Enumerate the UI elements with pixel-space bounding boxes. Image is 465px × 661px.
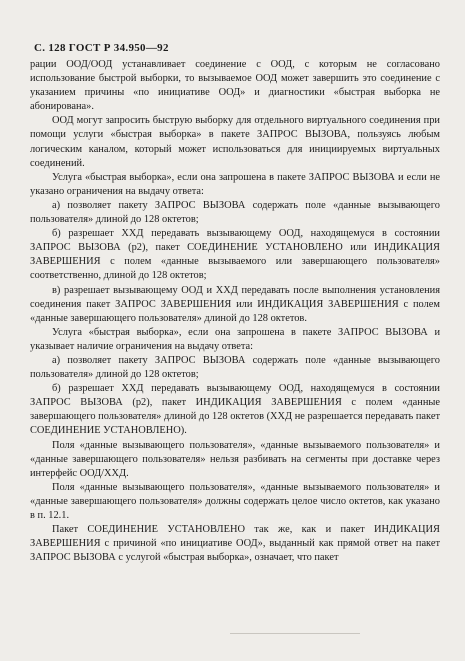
body-text [30,58,440,565]
paragraph: ООД могут запросить быструю выборку для отдельного виртуального соединения при помощи услуги «быстрая выборка» в пакете ЗАПРОС ВЫЗОВА, пользуясь любым логическим каналом, который может использоваться для инициируемых виртуальных соединений. [30,115,440,169]
paragraph: Услуга «быстрая выборка», если она запрошена в пакете ЗАПРОС ВЫЗОВА и если не указано ограничения на выдачу ответа: [30,171,440,197]
list-item: в) разрешает вызывающему ООД и ХХД передавать после выполнения установления соединения пакет ЗАПРОС ЗАВЕРШЕНИЯ или ИНДИКАЦИЯ ЗАВЕРШЕНИЯ с полем «данные завершающего пользователя» длиной до 128 октетов. [30,284,440,324]
paragraph: рации ООД/ООД устанавливает соединение с ООД, с которым не согласовано использование быстрой выборки, то вызываемое ООД может завершить это соединение с указанием причины «по инициативе ООД» и диагностики «быстрая выборка не абонирована». [30,59,440,113]
paragraph: Поля «данные вызывающего пользователя», «данные вызываемого пользователя» и «данные завершающего пользователя» должны содержать целое число октетов, как указано в п. 12.1. [30,481,440,521]
list-item: а) позволяет пакету ЗАПРОС ВЫЗОВА содержать поле «данные вызывающего пользователя» длиной до 128 октетов; [30,354,440,381]
paragraph: Поля «данные вызывающего пользователя», «данные вызываемого пользователя» и «данные завершающего пользователя» нельзя разбивать на сегменты при доставке через интерфейс ООД/ХХД. [30,439,440,479]
paragraph: Услуга «быстрая выборка», если она запрошена в пакете ЗАПРОС ВЫЗОВА и указывает наличие ограничения на выдачу ответа: [30,326,440,352]
paragraph: Пакет СОЕДИНЕНИЕ УСТАНОВЛЕНО так же, как и пакет ИНДИКАЦИЯ ЗАВЕРШЕНИЯ с причиной «по инициативе ООД», выданный как прямой ответ на пакет ЗАПРОС ВЫЗОВА с услугой «быстрая выборка», означает, что пакет [30,524,440,564]
list-item: б) разрешает ХХД передавать вызывающему ООД, находящемуся в состоянии ЗАПРОС ВЫЗОВА (р2), пакет ИНДИКАЦИЯ ЗАВЕРШЕНИЯ с полем «данные завершающего пользователя» длиной до 128 октетов (ХХД не разрешается передавать пакет СОЕДИНЕНИЕ УСТАНОВЛЕНО). [30,383,440,437]
list-item: б) разрешает ХХД передавать вызывающему ООД, находящемуся в состоянии ЗАПРОС ВЫЗОВА (р2), пакет СОЕДИНЕНИЕ УСТАНОВЛЕНО или ИНДИКАЦИЯ ЗАВЕРШЕНИЯ с полем «данные вызываемого или завершающего пользователя» соответственно, длиной до 128 октетов; [30,228,440,282]
page-header: С. 128 ГОСТ Р 34.950—92 [34,42,169,54]
scan-artifact-line [230,633,360,634]
list-item: а) позволяет пакету ЗАПРОС ВЫЗОВА содержать поле «данные вызывающего пользователя» длиной до 128 октетов; [30,199,440,226]
